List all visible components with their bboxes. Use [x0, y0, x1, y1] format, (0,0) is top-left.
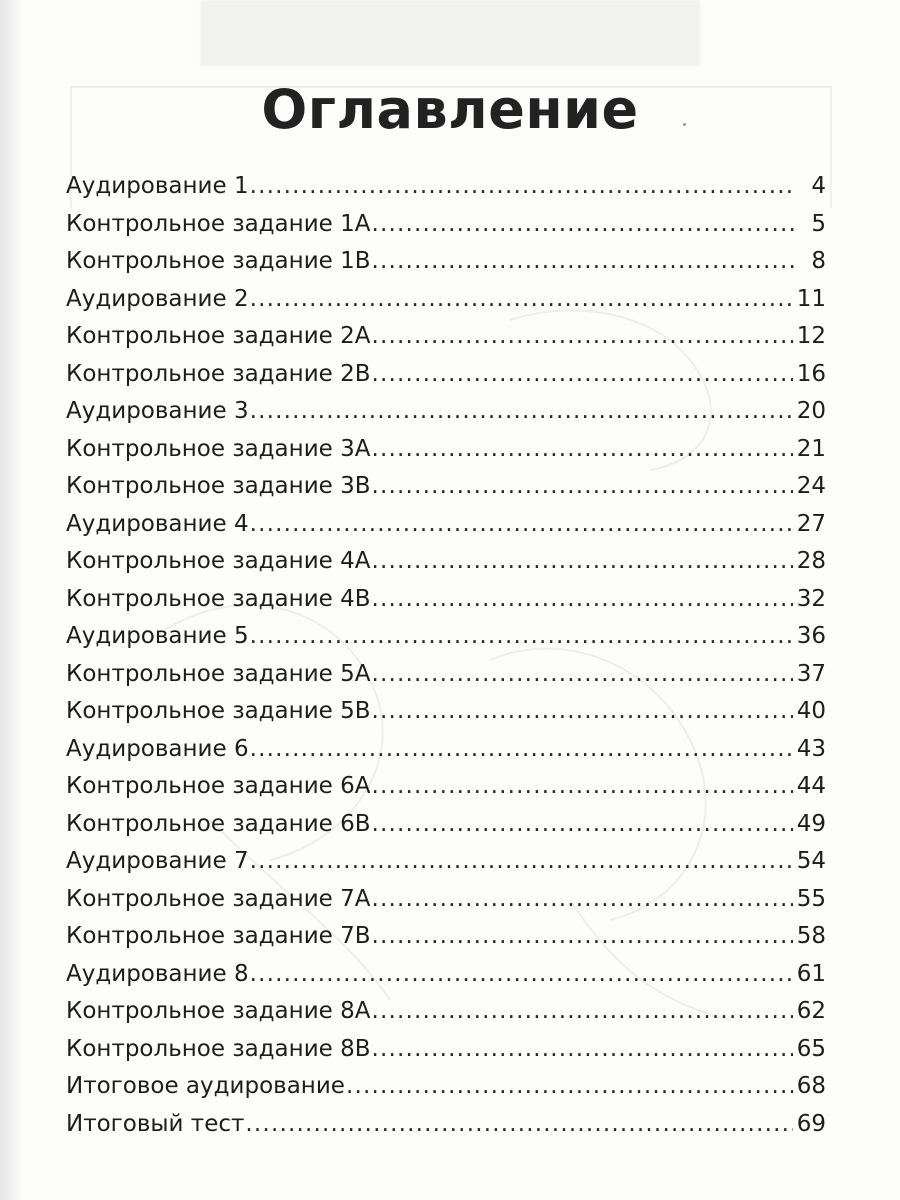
toc-page-number: 21 [796, 435, 826, 462]
toc-page-number: 62 [796, 998, 826, 1024]
toc-label: Контрольное задание 7А [66, 885, 371, 912]
toc-label: Аудирование 4 [66, 510, 249, 537]
toc-label: Аудирование 2 [66, 285, 249, 312]
dot-leader [372, 1031, 793, 1069]
toc-label: Итоговое аудирование [66, 1073, 345, 1099]
dot-leader [250, 956, 793, 994]
toc-row[interactable] [66, 618, 826, 656]
toc-label: Контрольное задание 7В [66, 923, 371, 949]
toc-label: Аудирование 6 [66, 735, 249, 762]
toc-label: Контрольное задание 5В [66, 698, 371, 724]
toc-row[interactable] [66, 168, 826, 206]
toc-row[interactable] [66, 993, 826, 1031]
dot-leader [371, 881, 792, 919]
toc-row[interactable] [66, 806, 826, 844]
dot-leader [371, 993, 792, 1031]
toc-row[interactable] [66, 731, 826, 769]
dot-leader [250, 506, 793, 544]
table-of-contents [66, 168, 826, 1143]
toc-page-number: 61 [796, 960, 826, 987]
toc-row[interactable] [66, 1031, 826, 1069]
toc-page-number: 4 [811, 173, 826, 199]
toc-page-number: 54 [796, 848, 826, 874]
toc-row[interactable] [66, 956, 826, 994]
toc-page-number: 28 [796, 548, 826, 574]
toc-row[interactable] [66, 206, 826, 244]
toc-page-number: 36 [796, 623, 826, 649]
dot-leader [250, 618, 793, 656]
toc-page-number: 20 [796, 398, 826, 424]
dot-leader [250, 281, 793, 319]
page-title: Оглавление [261, 78, 639, 141]
toc-page-number: 11 [796, 285, 826, 312]
toc-page-number: 58 [796, 923, 826, 949]
toc-row[interactable] [66, 1068, 826, 1106]
toc-page-number: 5 [811, 210, 826, 237]
toc-label: Контрольное задание 5А [66, 660, 371, 687]
toc-page-number: 8 [811, 248, 826, 274]
toc-label: Контрольное задание 2В [66, 360, 371, 387]
dot-leader [372, 806, 793, 844]
dot-leader [372, 356, 793, 394]
dot-leader [371, 206, 796, 244]
toc-row[interactable] [66, 281, 826, 319]
toc-row[interactable] [66, 918, 826, 956]
toc-label: Аудирование 5 [66, 623, 249, 649]
dot-leader [250, 168, 796, 206]
toc-label: Контрольное задание 6В [66, 810, 371, 837]
bleed-through-block [200, 0, 700, 66]
toc-page-number: 69 [796, 1110, 826, 1137]
toc-row[interactable] [66, 431, 826, 469]
toc-row[interactable] [66, 393, 826, 431]
toc-row[interactable] [66, 843, 826, 881]
dot-leader [372, 468, 793, 506]
toc-label: Аудирование 1 [66, 173, 249, 199]
toc-label: Контрольное задание 8В [66, 1035, 371, 1062]
toc-page-number: 44 [796, 773, 826, 799]
toc-page-number: 40 [796, 698, 826, 724]
toc-label: Контрольное задание 2А [66, 323, 371, 349]
scan-edge-shadow [0, 0, 24, 1200]
toc-row[interactable] [66, 581, 826, 619]
dot-leader [372, 918, 793, 956]
toc-page-number: 32 [796, 585, 826, 612]
toc-label: Итоговый тест [66, 1110, 245, 1137]
toc-row[interactable] [66, 768, 826, 806]
toc-row[interactable] [66, 881, 826, 919]
toc-page-number: 16 [796, 360, 826, 387]
toc-page-number: 43 [796, 735, 826, 762]
toc-page-number: 68 [796, 1073, 826, 1099]
dot-leader [372, 243, 796, 281]
toc-row[interactable] [66, 656, 826, 694]
dot-leader [371, 318, 792, 356]
dot-leader [371, 431, 792, 469]
dot-leader [372, 693, 793, 731]
toc-label: Контрольное задание 8А [66, 998, 371, 1024]
toc-label: Аудирование 3 [66, 398, 249, 424]
toc-row[interactable] [66, 243, 826, 281]
dot-leader [245, 1106, 792, 1144]
toc-label: Контрольное задание 6А [66, 773, 371, 799]
toc-label: Контрольное задание 4В [66, 585, 371, 612]
toc-row[interactable] [66, 506, 826, 544]
dot-leader [371, 768, 792, 806]
toc-row[interactable] [66, 356, 826, 394]
toc-row[interactable] [66, 693, 826, 731]
toc-page-number: 37 [796, 660, 826, 687]
toc-label: Контрольное задание 3А [66, 435, 371, 462]
dot-leader [371, 656, 792, 694]
dot-leader [372, 581, 793, 619]
toc-page-number: 65 [796, 1035, 826, 1062]
toc-page-number: 49 [796, 810, 826, 837]
toc-row[interactable] [66, 543, 826, 581]
toc-label: Контрольное задание 1А [66, 210, 371, 237]
dot-leader [346, 1068, 793, 1106]
dot-leader [250, 393, 793, 431]
toc-page-number: 55 [796, 885, 826, 912]
toc-label: Контрольное задание 3В [66, 473, 371, 499]
toc-label: Контрольное задание 4А [66, 548, 371, 574]
dot-leader [250, 843, 793, 881]
toc-row[interactable] [66, 1106, 826, 1144]
toc-page-number: 24 [796, 473, 826, 499]
toc-label: Контрольное задание 1В [66, 248, 371, 274]
toc-row[interactable] [66, 468, 826, 506]
dot-leader [371, 543, 792, 581]
dot-leader [250, 731, 793, 769]
toc-row[interactable] [66, 318, 826, 356]
toc-page-number: 27 [796, 510, 826, 537]
toc-label: Аудирование 7 [66, 848, 249, 874]
toc-page-number: 12 [796, 323, 826, 349]
toc-label: Аудирование 8 [66, 960, 249, 987]
